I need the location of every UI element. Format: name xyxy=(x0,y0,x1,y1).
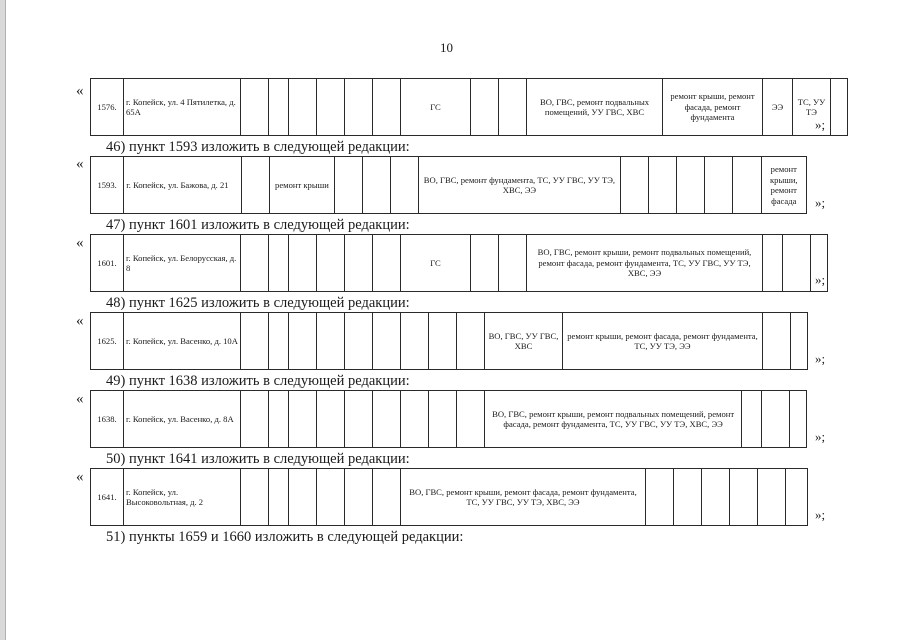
works-cell: ВО, ГВС, ремонт фундамента, ТС, УУ ГВС, УУ ТЭ, ХВС, ЭЭ xyxy=(419,157,620,214)
address-cell: г. Копейск, ул. Белорусская, д. 8 xyxy=(124,235,241,292)
close-quote: »; xyxy=(815,195,826,210)
works-cell: ВО, ГВС, УУ ГВС, ХВС xyxy=(485,313,563,370)
row-number: 1593. xyxy=(91,157,124,214)
gs-cell: ГС xyxy=(401,235,471,292)
gs-cell: ГС xyxy=(401,79,471,136)
close-quote: »; xyxy=(815,507,826,522)
row-number: 1576. xyxy=(91,79,124,136)
works-cell-2: ремонт крыши, ремонт фасада, ремонт фундамента xyxy=(663,79,763,136)
address-cell: г. Копейск, ул. 4 Пятилетка, д. 65А xyxy=(124,79,241,136)
row-number: 1641. xyxy=(91,469,124,526)
address-cell: г. Копейск, ул. Бажова, д. 21 xyxy=(124,157,242,214)
table-row-1638 xyxy=(90,390,807,448)
table-row-1641 xyxy=(90,468,808,526)
works-cell-2: ремонт крыши, ремонт фасада, ремонт фундамента, ТС, УУ ТЭ, ЭЭ xyxy=(563,313,763,370)
address-cell: г. Копейск, ул. Васенко, д. 8А xyxy=(124,391,241,448)
table-row-1576 xyxy=(90,78,848,136)
directive-51: 51) пункты 1659 и 1660 изложить в следующей редакции: xyxy=(106,529,464,545)
close-quote: »; xyxy=(815,272,826,287)
directive-49: 49) пункт 1638 изложить в следующей редакции: xyxy=(106,373,410,389)
works-cell: ВО, ГВС, ремонт крыши, ремонт подвальных помещений, ремонт фасада, ремонт фундамента, ТС, УУ ГВС, УУ ТЭ, ХВС, ЭЭ xyxy=(527,235,763,292)
table-row-1601 xyxy=(90,234,828,292)
open-quote: « xyxy=(76,391,84,407)
close-quote: »; xyxy=(815,351,826,366)
directive-48: 48) пункт 1625 изложить в следующей редакции: xyxy=(106,295,410,311)
ee-cell: ЭЭ xyxy=(763,79,793,136)
works-cell: ВО, ГВС, ремонт крыши, ремонт подвальных помещений, ремонт фасада, ремонт фундамента, ТС, УУ ГВС, УУ ТЭ, ХВС, ЭЭ xyxy=(485,391,741,448)
open-quote: « xyxy=(76,83,84,99)
address-cell: г. Копейск, ул. Васенко, д. 10А xyxy=(124,313,241,370)
table-row-1625 xyxy=(90,312,808,370)
row-number: 1638. xyxy=(91,391,124,448)
address-cell: г. Копейск, ул. Высоковольтная, д. 2 xyxy=(124,469,241,526)
open-quote: « xyxy=(76,235,84,251)
table-row-1593 xyxy=(90,156,807,214)
row-number: 1625. xyxy=(91,313,124,370)
directive-50: 50) пункт 1641 изложить в следующей редакции: xyxy=(106,451,410,467)
open-quote: « xyxy=(76,469,84,485)
works-cell: ВО, ГВС, ремонт крыши, ремонт фасада, ремонт фундамента, ТС, УУ ГВС, УУ ТЭ, ХВС, ЭЭ xyxy=(401,469,646,526)
roof-facade-cell: ремонт крыши, ремонт фасада xyxy=(761,157,806,214)
directive-47: 47) пункт 1601 изложить в следующей редакции: xyxy=(106,217,410,233)
page-number: 10 xyxy=(440,40,453,55)
close-quote: »; xyxy=(815,429,826,444)
works-cell: ВО, ГВС, ремонт подвальных помещений, УУ ГВС, ХВС xyxy=(527,79,663,136)
row-number: 1601. xyxy=(91,235,124,292)
scan-page-edge xyxy=(0,0,6,640)
directive-46: 46) пункт 1593 изложить в следующей редакции: xyxy=(106,139,410,155)
ts-cell: ТС, УУ ТЭ xyxy=(793,79,831,136)
close-quote: »; xyxy=(815,117,826,132)
roof-cell: ремонт крыши xyxy=(270,157,334,214)
open-quote: « xyxy=(76,313,84,329)
open-quote: « xyxy=(76,156,84,172)
